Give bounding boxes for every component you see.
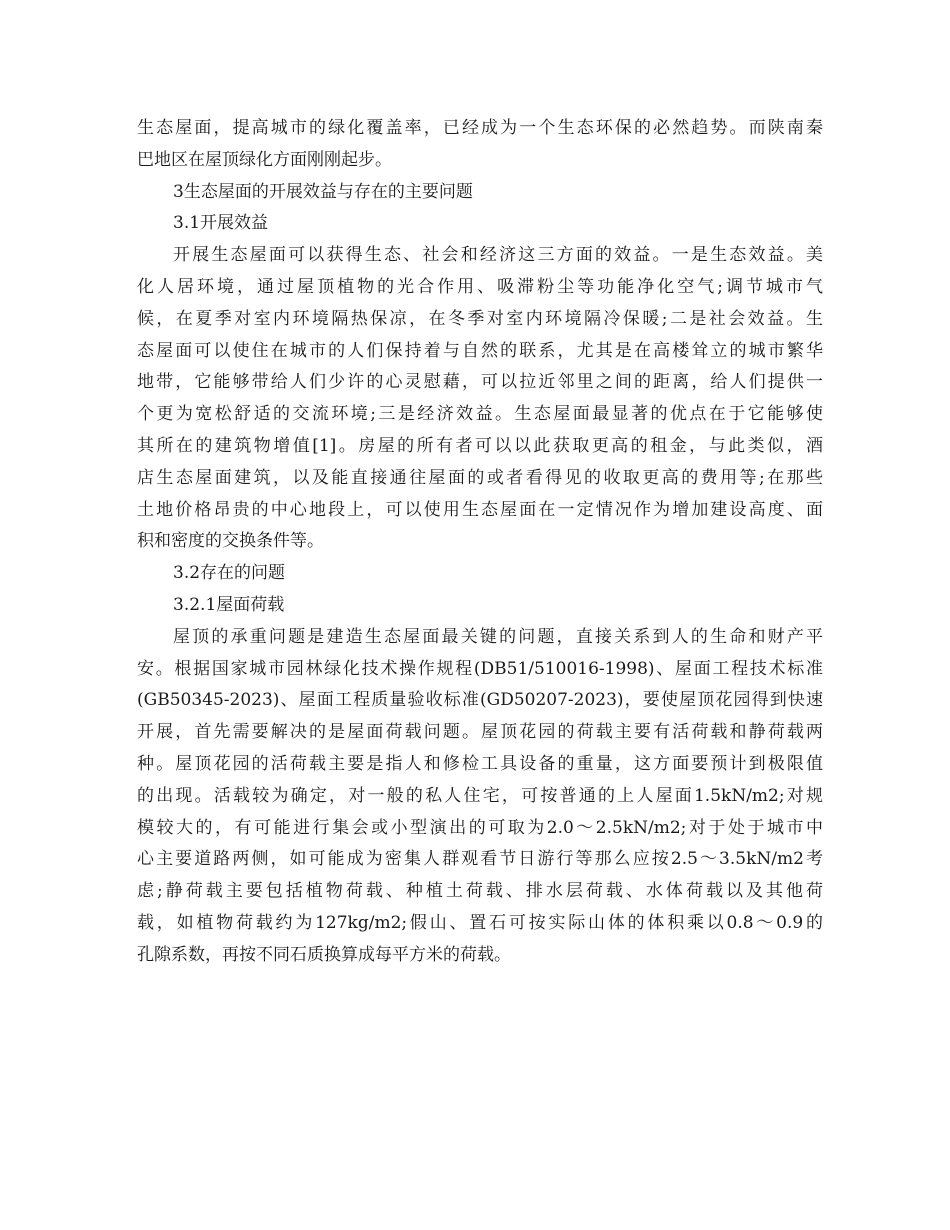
body-line: 模较大的，有可能进行集会或小型演出的可取为2.0～2.5kN/m2;对于处于城市中 xyxy=(137,817,823,838)
body-line: 心主要道路两侧，如可能成为密集人群观看节日游行等那么应按2.5～3.5kN/m2考 xyxy=(137,849,823,870)
body-line: 个更为宽松舒适的交流环境;三是经济效益。生态屋面最显著的优点在于它能够使 xyxy=(137,404,823,425)
body-line: 虑;静荷载主要包括植物荷载、种植土荷载、排水层荷载、水体荷载以及其他荷 xyxy=(137,881,823,902)
body-line: 化人居环境，通过屋顶植物的光合作用、吸滞粉尘等功能净化空气;调节城市气 xyxy=(137,276,823,297)
body-line: 开展，首先需要解决的是屋面荷载问题。屋顶花园的荷载主要有活荷载和静荷载两 xyxy=(137,722,823,743)
body-line: 候，在夏季对室内环境隔热保凉，在冬季对室内环境隔冷保暖;二是社会效益。生 xyxy=(137,308,823,329)
subsection-heading: 3.2存在的问题 xyxy=(173,563,286,584)
body-line: 态屋面可以使住在城市的人们保持着与自然的联系，尤其是在高楼耸立的城市繁华 xyxy=(137,340,823,361)
subsection-heading: 3.1开展效益 xyxy=(173,213,269,234)
body-line: 积和密度的交换条件等。 xyxy=(137,531,324,552)
body-line: 载，如植物荷载约为127kg/m2;假山、置石可按实际山体的体积乘以0.8～0.9的 xyxy=(137,912,823,933)
body-line: (GB50345-2023)、屋面工程质量验收标准(GD50207-2023)，要使屋顶花园得到快速 xyxy=(137,690,823,711)
section-heading: 3生态屋面的开展效益与存在的主要问题 xyxy=(173,181,473,202)
body-line: 地带，它能够带给人们少许的心灵慰藉，可以拉近邻里之间的距离，给人们提供一 xyxy=(137,372,823,393)
body-line: 安。根据国家城市园林绿化技术操作规程(DB51/510016-1998)、屋面工程技术标准 xyxy=(137,658,823,679)
body-line: 其所在的建筑物增值[1]。房屋的所有者可以以此获取更高的租金，与此类似，酒 xyxy=(137,435,823,456)
body-line: 的出现。活载较为确定，对一般的私人住宅，可按普通的上人屋面1.5kN/m2;对规 xyxy=(137,785,823,806)
subsubsection-heading: 3.2.1屋面荷载 xyxy=(173,594,285,615)
body-line: 孔隙系数，再按不同石质换算成每平方米的荷载。 xyxy=(137,944,511,965)
paragraph-first-line: 屋顶的承重问题是建造生态屋面最关键的问题，直接关系到人的生命和财产平 xyxy=(173,626,823,647)
body-line: 巴地区在屋顶绿化方面刚刚起步。 xyxy=(137,149,392,170)
document-body xyxy=(137,113,823,972)
body-line: 土地价格昂贵的中心地段上，可以使用生态屋面在一定情况作为增加建设高度、面 xyxy=(137,499,823,520)
body-line: 种。屋顶花园的活荷载主要是指人和修检工具设备的重量，这方面要预计到极限值 xyxy=(137,753,823,774)
body-line: 生态屋面，提高城市的绿化覆盖率，已经成为一个生态环保的必然趋势。而陕南秦 xyxy=(137,118,823,138)
paragraph-first-line: 开展生态屋面可以获得生态、社会和经济这三方面的效益。一是生态效益。美 xyxy=(173,245,823,266)
body-line: 店生态屋面建筑，以及能直接通往屋面的或者看得见的收取更高的费用等;在那些 xyxy=(137,467,823,488)
